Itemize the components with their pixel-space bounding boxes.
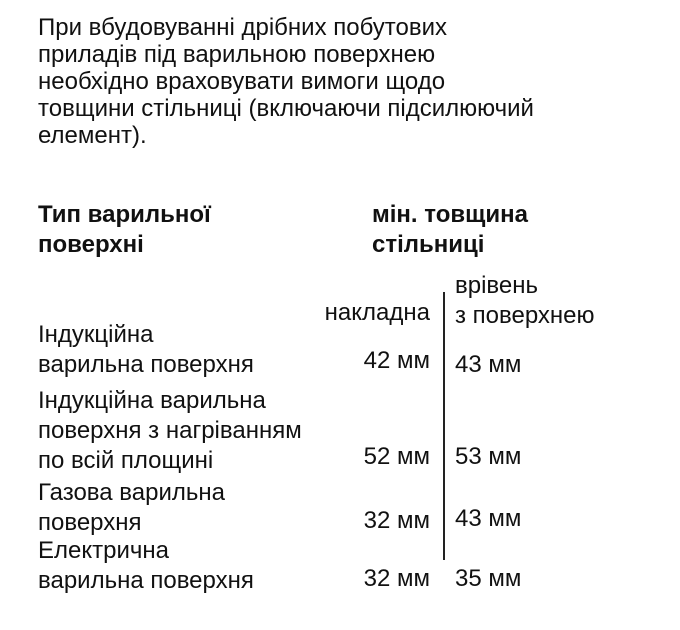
flush-value: 43 мм [455, 505, 522, 532]
header-line: стільниці [372, 231, 485, 258]
intro-line: При вбудовуванні дрібних побутових [38, 14, 448, 41]
hob-type-line: поверхня [38, 509, 142, 536]
column-divider [443, 292, 445, 560]
column-flush-label [455, 271, 595, 331]
column-overlay-label: накладна [324, 299, 430, 326]
flush-value: 35 мм [455, 565, 522, 592]
hob-type-line: по всій площині [38, 447, 214, 474]
header-line: мін. товщина [372, 201, 528, 228]
hob-type-line: поверхня з нагріванням [38, 417, 302, 444]
hob-type-line: Електрична [38, 537, 169, 564]
overlay-value: 42 мм [363, 347, 430, 374]
intro-line: приладів під варильною поверхнею [38, 41, 436, 68]
header-line: поверхні [38, 231, 144, 258]
hob-type-line: Індукційна [38, 321, 154, 348]
flush-value: 43 мм [455, 351, 522, 378]
overlay-value: 32 мм [363, 507, 430, 534]
header-hob-type [38, 200, 211, 260]
hob-type-line: варильна поверхня [38, 351, 254, 378]
hob-type-line: варильна поверхня [38, 567, 254, 594]
column-flush-line: врівень [455, 272, 539, 299]
hob-type-name [38, 478, 225, 538]
intro-line: елемент). [38, 122, 147, 149]
intro-line: товщини стільниці (включаючи підсилюючий [38, 95, 534, 122]
intro-line: необхідно враховувати вимоги щодо [38, 68, 446, 95]
hob-type-line: Газова варильна [38, 479, 225, 506]
intro-paragraph [38, 14, 658, 149]
hob-type-name [38, 386, 302, 476]
header-line: Тип варильної [38, 201, 211, 228]
header-min-thickness [372, 200, 528, 260]
overlay-value: 52 мм [363, 443, 430, 470]
column-flush-line: з поверхнею [455, 302, 595, 329]
hob-type-name [38, 320, 254, 380]
hob-type-line: Індукційна варильна [38, 387, 266, 414]
hob-type-name [38, 536, 254, 596]
flush-value: 53 мм [455, 443, 522, 470]
overlay-value: 32 мм [363, 565, 430, 592]
